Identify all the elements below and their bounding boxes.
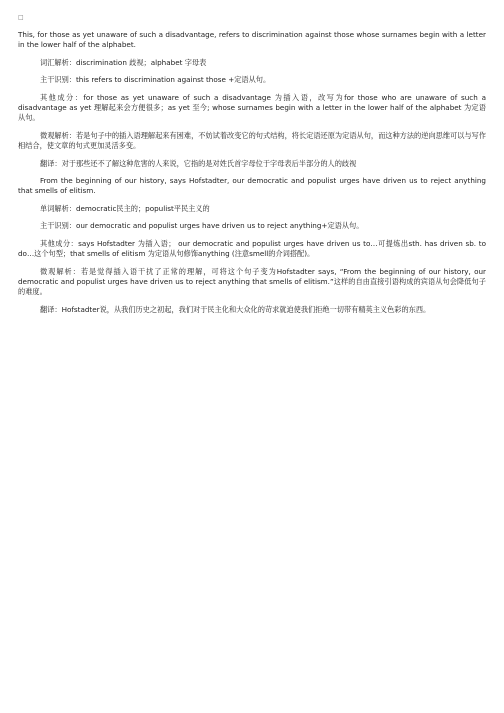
document-page <box>18 13 486 322</box>
paragraph-12: 翻译：Hofstadter说，从我们历史之初起，我们对于民主化和大众化的苛求就迫使我们拒绝一切带有精英主义色彩的东西。 <box>40 304 431 314</box>
paragraph-11: 微观解析：若是觉得插入语干扰了正常的理解，可将这个句子变为Hofstadter says, “From the beginning of our history, our democratic and populist urges have driven us to reject anything that smells of elitism.”这样的自由直接引语构成的宾语从句会降低句子的难度。 <box>18 266 486 297</box>
paragraph-1: This, for those as yet unaware of such a disadvantage, refers to discrimination against those whose surnames begin with a letter in the lower half of the alphabet. <box>18 30 486 50</box>
paragraph-2: 词汇解析：discrimination 歧视；alphabet 字母表 <box>40 57 207 67</box>
paragraph-5: 微观解析：若是句子中的插入语理解起来有困难，不妨试着改变它的句式结构，将长定语还原为定语从句，而这种方法的逆向思维可以与写作相结合，使文章的句式更加灵活多变。 <box>18 130 486 151</box>
paragraph-9: 主干识别：our democratic and populist urges have driven us to reject anything+定语从句。 <box>40 221 364 231</box>
paragraph-6: 翻译：对于那些还不了解这种危害的人来说，它指的是对姓氏首字母位于字母表后半部分的人的歧视 <box>40 158 357 168</box>
paragraph-10: 其他成分：says Hofstadter 为插入语； our democratic and populist urges have driven us to…可提炼出sth. has driven sb. to do…这个句型；that smells of elitism 为定语从句修饰anything (注意smell的介词搭配)。 <box>18 238 486 259</box>
paragraph-3: 主干识别：this refers to discrimination against those +定语从句。 <box>40 75 271 85</box>
paragraph-8: 单词解析：democratic民主的；populist平民主义的 <box>40 203 210 213</box>
page-marker: □ <box>18 14 24 21</box>
paragraph-4: 其他成分：for those as yet unaware of such a disadvantage 为插入语，改写为for those who are unaware of such a disadvantage as yet 理解起来会方便很多；as yet 至今; whose surnames begin with a letter in the lower half of the alphabet 为定语从句。 <box>18 92 486 123</box>
paragraph-7: From the beginning of our history, says Hofstadter, our democratic and populist urges have driven us to reject anything that smells of elitism. <box>18 176 486 196</box>
